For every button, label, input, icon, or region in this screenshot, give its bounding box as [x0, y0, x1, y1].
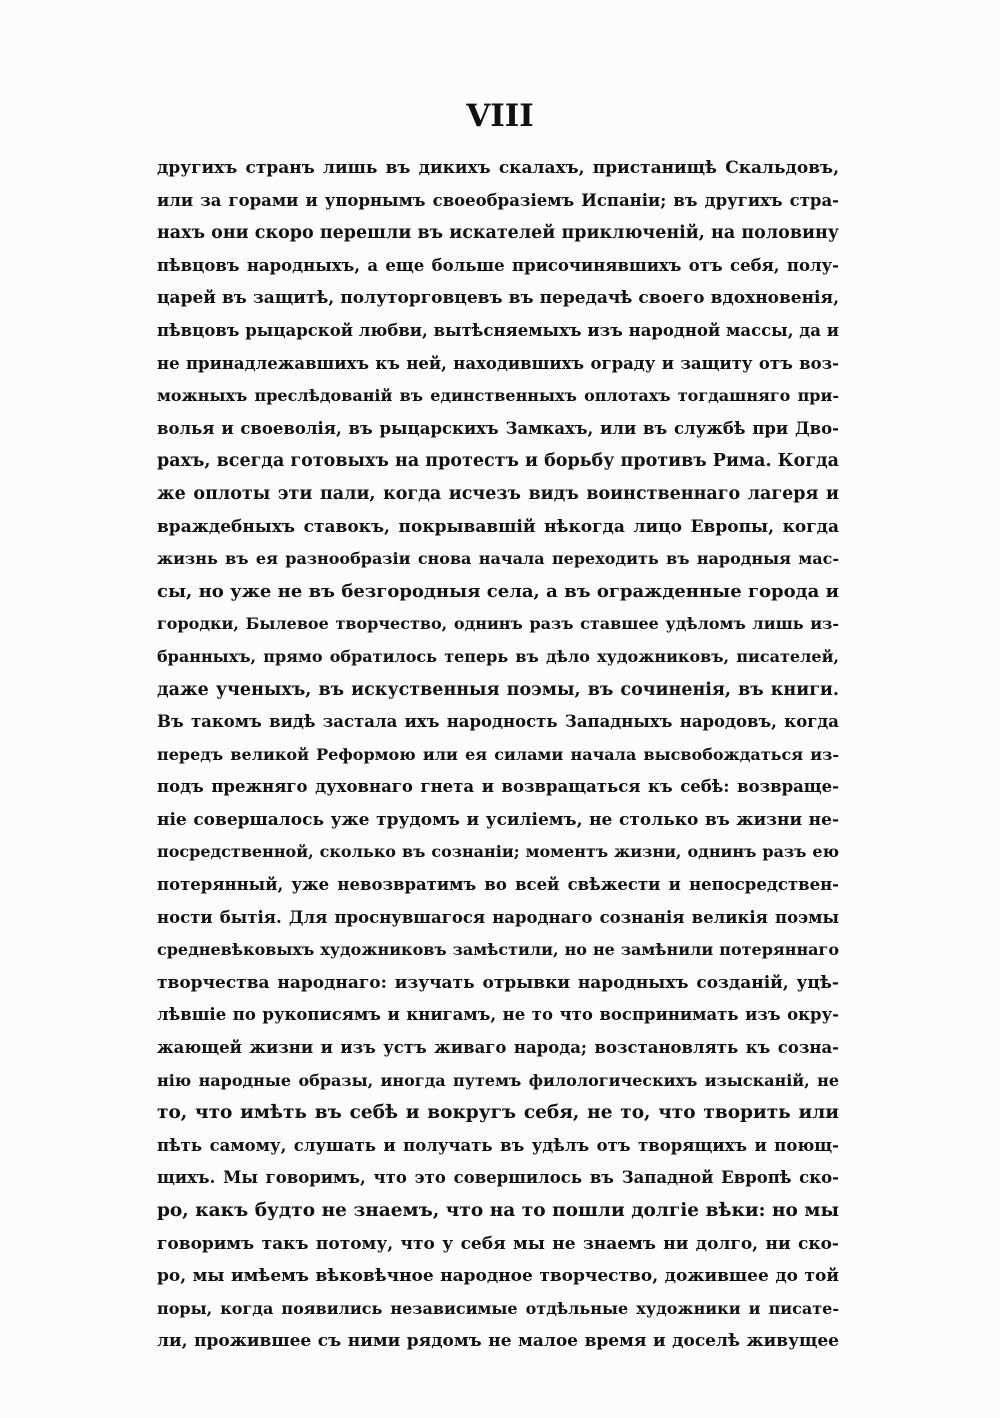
text-line: потерянный, уже невозвратимъ во всей свѣжести и непосредствен- — [157, 875, 839, 895]
text-line: волья и своеволія, въ рыцарскихъ Замкахъ, или въ службѣ при Дво- — [157, 418, 839, 438]
text-line: же оплоты эти пали, когда исчезъ видъ воинственнаго лагеря и — [157, 483, 839, 504]
text-line: Въ такомъ видѣ застала ихъ народность Западныхъ народовъ, когда — [157, 712, 839, 732]
body-text — [157, 152, 839, 1358]
text-line: ности бытія. Для проснувшагося народнаго сознанія великія поэмы — [157, 907, 839, 927]
text-line: передъ великой Реформою или ея силами начала высвобождаться из- — [157, 744, 839, 764]
text-line: рахъ, всегда готовыхъ на протестъ и борьбу противъ Рима. Когда — [157, 451, 839, 472]
text-line: бранныхъ, прямо обратилось теперь въ дѣло художниковъ, писателей, — [157, 646, 839, 666]
text-line: ли, прожившее съ ними рядомъ не малое время и доселѣ живущее — [157, 1331, 839, 1352]
text-line: жающей жизни и изъ устъ живаго народа; возстановлять къ созна- — [157, 1038, 839, 1058]
text-line: посредственной, сколько въ сознаніи; моментъ жизни, однинъ разъ ею — [157, 842, 839, 862]
text-line: ніе совершалось уже трудомъ и усиліемъ, не столько въ жизни не- — [157, 809, 839, 830]
page-number: VIII — [466, 98, 534, 134]
text-line: то, что имѣть въ себѣ и вокругъ себя, не то, что творить или — [157, 1102, 839, 1124]
text-line: нахъ они скоро перешли въ искателей приключеній, на половину — [157, 223, 839, 244]
text-line: ро, какъ будто не знаемъ, что на то пошли долгіе вѣки: но мы — [157, 1200, 839, 1221]
text-line: враждебныхъ ставокъ, покрывавшій нѣкогда лицо Европы, когда — [157, 516, 839, 537]
text-line: поры, когда появились независимые отдѣльные художники и писате- — [157, 1298, 839, 1318]
text-line: сы, но уже не въ безгородныя села, а въ огражденные города и — [157, 580, 839, 602]
text-line: средневѣковыхъ художниковъ замѣстили, но не замѣнили потеряннаго — [157, 940, 839, 960]
text-line: ро, мы имѣемъ вѣковѣчное народное творчество, дожившее до той — [157, 1266, 839, 1287]
text-line: не принадлежавшихъ къ ней, находившихъ ограду и защиту отъ воз- — [157, 353, 839, 373]
text-line: нію народные образы, иногда путемъ филологическихъ изысканій, не — [157, 1070, 839, 1090]
text-line: можныхъ преслѣдованій въ единственныхъ оплотахъ тогдашняго при- — [157, 386, 839, 406]
text-line: городки, Былевое творчество, однинъ разъ ставшее удѣломъ лишь из- — [157, 614, 839, 634]
text-line: подъ прежняго духовнаго гнета и возвращаться къ себѣ: возвраще- — [157, 777, 839, 797]
text-line: другихъ странъ лишь въ дикихъ скалахъ, пристанищѣ Скальдовъ, — [157, 158, 839, 178]
text-line: говоримъ такъ потому, что у себя мы не знаемъ ни долго, ни ско- — [157, 1233, 839, 1254]
text-line: пѣть самому, слушать и получать въ удѣлъ отъ творящихъ и поющ- — [157, 1135, 839, 1155]
text-line: даже ученыхъ, въ искуственныя поэмы, въ сочиненія, въ книги. — [157, 679, 839, 700]
text-line: пѣвцовъ рыцарской любви, вытѣсняемыхъ изъ народной массы, да и — [157, 320, 839, 340]
text-line: жизнь въ ея разнообразіи снова начала переходить въ народныя мас- — [157, 549, 839, 569]
text-line: щихъ. Мы говоримъ, что это совершилось въ Западной Европѣ ско- — [157, 1168, 839, 1188]
text-line: пѣвцовъ народныхъ, а еще больше присочинявшихъ отъ себя, полу- — [157, 255, 839, 275]
text-line: творчества народнаго: изучать отрывки народныхъ созданій, уцѣ- — [157, 972, 839, 993]
text-line: лѣвшіе по рукописямъ и книгамъ, не то что воспринимать изъ окру- — [157, 1005, 839, 1025]
text-line: или за горами и упорнымъ своеобразіемъ Испаніи; въ другихъ стра- — [157, 190, 839, 210]
text-line: царей въ защитѣ, полуторговцевъ въ передачѣ своего вдохновенія, — [157, 288, 839, 309]
